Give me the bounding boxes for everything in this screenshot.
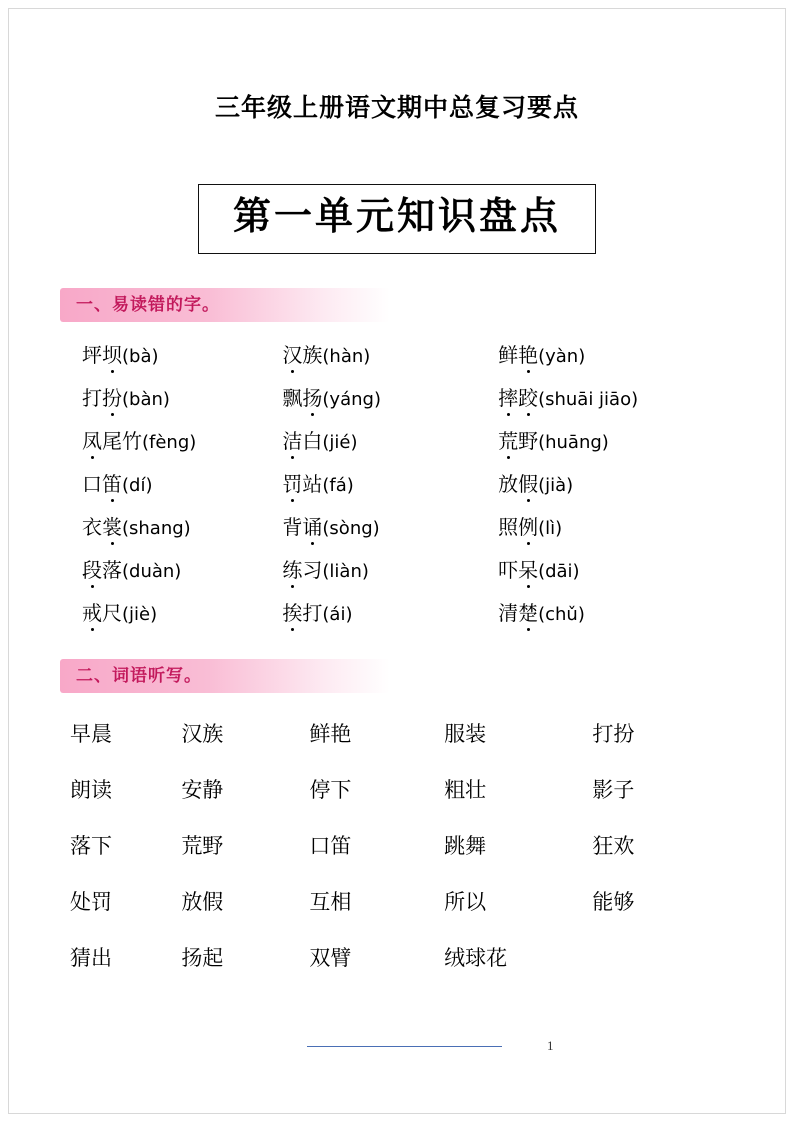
word-cell: 荒野 (181, 833, 224, 858)
word-cell: 早晨 (70, 721, 112, 746)
section-heading-2: 二、词语听写。 (60, 659, 390, 693)
word-cell: 处罚 (70, 889, 112, 914)
word-cell: 朗读 (70, 777, 112, 802)
table-row (60, 929, 734, 985)
char-cell: 挨打(ái) (282, 590, 498, 633)
table-row (60, 873, 734, 929)
table-row (60, 375, 734, 418)
word-cell: 放假 (181, 889, 224, 914)
footer-divider (307, 1046, 502, 1047)
word-cell: 安静 (181, 777, 224, 802)
char-cell: 洁白(jié) (282, 418, 498, 461)
char-cell: 吓呆(dāi) (498, 547, 734, 590)
char-cell: 背诵(sòng) (282, 504, 498, 547)
word-cell: 停下 (309, 777, 352, 802)
char-cell: 鲜艳(yàn) (498, 332, 734, 375)
char-cell: 荒野(huāng) (498, 418, 734, 461)
char-cell: 打扮(bàn) (60, 375, 282, 418)
word-cell: 粗壮 (444, 777, 487, 802)
easily-misread-characters-table (60, 332, 734, 633)
word-cell: 猜出 (70, 945, 112, 970)
word-cell: 能够 (592, 889, 635, 914)
page-title: 三年级上册语文期中总复习要点 (214, 93, 579, 122)
char-cell: 段落(duàn) (60, 547, 282, 590)
word-cell: 扬起 (181, 945, 224, 970)
table-row (60, 817, 734, 873)
char-cell: 摔跤(shuāi jiāo) (498, 375, 734, 418)
word-cell: 打扮 (592, 721, 635, 746)
word-cell: 鲜艳 (309, 721, 352, 746)
dictation-words-grid (60, 705, 734, 985)
word-cell: 影子 (592, 777, 635, 802)
table-row (60, 504, 734, 547)
char-cell: 凤尾竹(fèng) (60, 418, 282, 461)
char-cell: 汉族(hàn) (282, 332, 498, 375)
word-cell: 绒球花 (444, 945, 508, 970)
char-cell: 清楚(chǔ) (498, 590, 734, 633)
table-row (60, 332, 734, 375)
char-cell: 口笛(dí) (60, 461, 282, 504)
word-cell: 服装 (444, 721, 487, 746)
unit-banner-wrapper (60, 184, 734, 254)
char-cell: 练习(liàn) (282, 547, 498, 590)
word-cell: 狂欢 (592, 833, 635, 858)
table-row (60, 761, 734, 817)
unit-banner: 第一单元知识盘点 (198, 184, 596, 254)
word-cell: 互相 (309, 889, 352, 914)
word-cell: 汉族 (181, 721, 224, 746)
word-cell: 落下 (70, 833, 112, 858)
char-cell: 罚站(fá) (282, 461, 498, 504)
char-cell: 坪坝(bà) (60, 332, 282, 375)
table-row (60, 547, 734, 590)
word-cell: 双臂 (309, 945, 352, 970)
table-row (60, 418, 734, 461)
word-cell: 所以 (444, 889, 487, 914)
char-cell: 戒尺(jiè) (60, 590, 282, 633)
page-footer (0, 1038, 794, 1062)
char-cell: 照例(lì) (498, 504, 734, 547)
char-cell: 衣裳(shang) (60, 504, 282, 547)
word-cell (592, 929, 734, 985)
table-row (60, 590, 734, 633)
word-cell: 跳舞 (444, 833, 487, 858)
page-number: 1 (547, 1038, 554, 1053)
char-cell: 放假(jià) (498, 461, 734, 504)
table-row (60, 461, 734, 504)
word-cell: 口笛 (309, 833, 352, 858)
table-row (60, 705, 734, 761)
section-heading-1: 一、易读错的字。 (60, 288, 390, 322)
char-cell: 飘扬(yáng) (282, 375, 498, 418)
